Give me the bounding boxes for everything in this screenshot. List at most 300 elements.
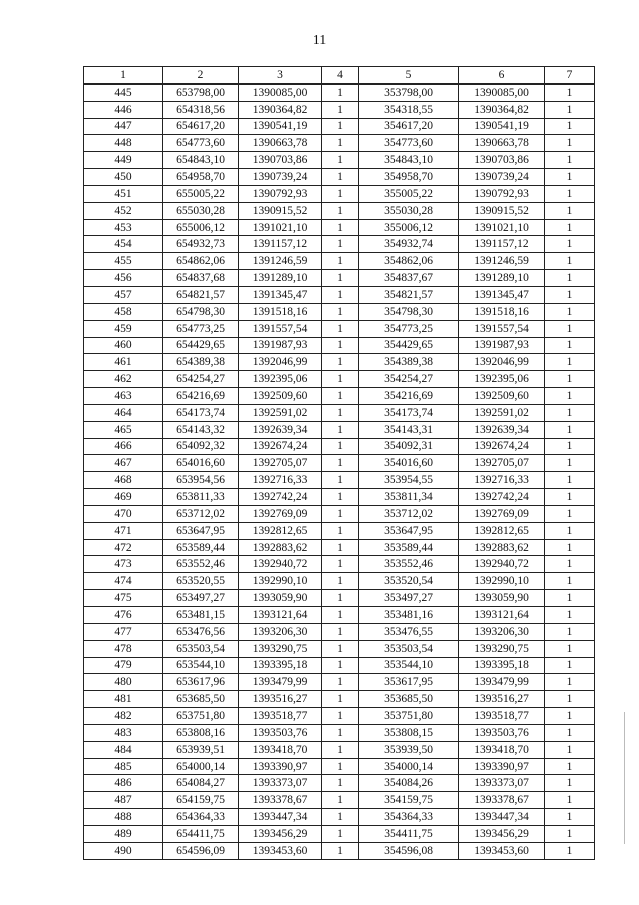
table-cell: 653685,50 [163,691,239,708]
table-cell: 353808,15 [359,724,459,741]
table-cell: 1391345,47 [239,286,322,303]
table-cell: 486 [84,775,163,792]
table-cell: 485 [84,758,163,775]
table-cell: 353520,54 [359,573,459,590]
table-cell: 1393378,67 [459,792,545,809]
table-cell: 655005,22 [163,185,239,202]
table-cell: 1390739,24 [239,169,322,186]
table-cell: 452 [84,202,163,219]
table-row [84,354,595,371]
table-cell: 1 [322,741,359,758]
table-cell: 1 [545,118,595,135]
table-cell: 1393395,18 [459,657,545,674]
table-cell: 1 [322,270,359,287]
table-row [84,202,595,219]
table-cell: 445 [84,84,163,101]
table-cell: 1391289,10 [239,270,322,287]
table-cell: 477 [84,623,163,640]
table-cell: 1 [545,522,595,539]
table-cell: 654389,38 [163,354,239,371]
table-row [84,590,595,607]
table-cell: 354773,60 [359,135,459,152]
table-row [84,388,595,405]
table-cell: 1 [322,101,359,118]
table-cell: 1 [545,573,595,590]
table-cell: 1 [545,708,595,725]
table-cell: 353685,50 [359,691,459,708]
table-cell: 1 [322,505,359,522]
table-cell: 472 [84,539,163,556]
table-row [84,185,595,202]
table-cell: 354837,67 [359,270,459,287]
table-cell: 1 [545,135,595,152]
table-cell: 1390085,00 [459,84,545,101]
table-cell: 654411,75 [163,825,239,842]
table-cell: 1392509,60 [459,388,545,405]
table-cell: 469 [84,489,163,506]
table-cell: 654216,69 [163,388,239,405]
table-cell: 484 [84,741,163,758]
table-cell: 479 [84,657,163,674]
table-cell: 653939,51 [163,741,239,758]
table-cell: 1393503,76 [459,724,545,741]
table-cell: 1 [322,674,359,691]
table-cell: 1 [545,505,595,522]
table-cell: 1392639,34 [459,421,545,438]
table-cell: 1392046,99 [239,354,322,371]
table-cell: 1 [545,270,595,287]
table-cell: 1392674,24 [459,438,545,455]
table-cell: 653552,46 [163,556,239,573]
table-cell: 1 [545,455,595,472]
table-row [84,438,595,455]
table-cell: 454 [84,236,163,253]
table-cell: 353751,80 [359,708,459,725]
table-cell: 1392883,62 [239,539,322,556]
table-cell: 1393453,60 [459,842,545,859]
table-cell: 475 [84,590,163,607]
table-cell: 654773,60 [163,135,239,152]
table-cell: 1 [545,657,595,674]
table-cell: 1 [545,219,595,236]
table-cell: 355006,12 [359,219,459,236]
table-cell: 489 [84,825,163,842]
table-cell: 1390792,93 [459,185,545,202]
table-cell: 1390663,78 [239,135,322,152]
table-cell: 654798,30 [163,303,239,320]
table-cell: 1393059,90 [459,590,545,607]
table-cell: 480 [84,674,163,691]
table-row [84,809,595,826]
table-cell: 1 [545,421,595,438]
table-cell: 1 [545,303,595,320]
table-cell: 1 [545,539,595,556]
table-cell: 654932,73 [163,236,239,253]
table-cell: 654773,25 [163,320,239,337]
table-cell: 1393373,07 [459,775,545,792]
table-cell: 1 [322,388,359,405]
table-cell: 473 [84,556,163,573]
table-cell: 654617,20 [163,118,239,135]
table-cell: 1 [322,825,359,842]
table-cell: 1392395,06 [239,371,322,388]
table-cell: 1 [545,84,595,101]
table-cell: 354173,74 [359,404,459,421]
column-header: 7 [545,67,595,84]
table-cell: 1391157,12 [239,236,322,253]
table-cell: 1392591,02 [239,404,322,421]
column-header: 2 [163,67,239,84]
table-cell: 1392716,33 [239,472,322,489]
scan-edge-line [624,712,625,844]
table-cell: 1 [322,792,359,809]
table-cell: 461 [84,354,163,371]
table-cell: 465 [84,421,163,438]
table-cell: 1 [545,236,595,253]
table-cell: 354862,06 [359,253,459,270]
table-cell: 448 [84,135,163,152]
table-cell: 457 [84,286,163,303]
table-cell: 354596,08 [359,842,459,859]
table-cell: 1393453,60 [239,842,322,859]
table-cell: 354843,10 [359,152,459,169]
table-cell: 1393121,64 [239,607,322,624]
table-cell: 1 [545,842,595,859]
table-cell: 1 [545,590,595,607]
table-cell: 654143,32 [163,421,239,438]
table-cell: 653647,95 [163,522,239,539]
table-cell: 1392990,10 [459,573,545,590]
table-cell: 1 [545,320,595,337]
coordinates-table [83,66,595,860]
table-cell: 654843,10 [163,152,239,169]
table-cell: 653481,15 [163,607,239,624]
table-cell: 459 [84,320,163,337]
table-cell: 1392046,99 [459,354,545,371]
table-cell: 1390739,24 [459,169,545,186]
table-cell: 1393456,29 [239,825,322,842]
table-cell: 487 [84,792,163,809]
table-cell: 1 [545,286,595,303]
table-row [84,101,595,118]
table-cell: 1 [545,792,595,809]
table-cell: 1391021,10 [459,219,545,236]
table-row [84,135,595,152]
table-cell: 1 [545,825,595,842]
table-cell: 1393390,97 [459,758,545,775]
table-cell: 1 [545,809,595,826]
table-cell: 1 [545,623,595,640]
table-cell: 481 [84,691,163,708]
table-row [84,421,595,438]
table-cell: 653544,10 [163,657,239,674]
table-cell: 354092,31 [359,438,459,455]
table-cell: 1 [545,741,595,758]
table-cell: 1393290,75 [239,640,322,657]
table-cell: 1 [322,472,359,489]
table-cell: 1390915,52 [459,202,545,219]
table-cell: 1390541,19 [459,118,545,135]
table-cell: 1 [322,202,359,219]
table-cell: 654000,14 [163,758,239,775]
table-cell: 653751,80 [163,708,239,725]
table-cell: 1392716,33 [459,472,545,489]
table-cell: 1 [545,404,595,421]
table-cell: 653476,56 [163,623,239,640]
table-cell: 655030,28 [163,202,239,219]
table-cell: 1 [545,775,595,792]
column-header: 6 [459,67,545,84]
table-cell: 1392990,10 [239,573,322,590]
table-row [84,640,595,657]
table-cell: 1393378,67 [239,792,322,809]
table-cell: 653503,54 [163,640,239,657]
table-cell: 1392742,24 [239,489,322,506]
table-cell: 1390703,86 [459,152,545,169]
table-row [84,219,595,236]
table-row [84,539,595,556]
table-cell: 1 [545,185,595,202]
table-cell: 1391345,47 [459,286,545,303]
table-cell: 1391987,93 [459,337,545,354]
table-row [84,691,595,708]
table-row [84,708,595,725]
table-cell: 1 [545,438,595,455]
table-cell: 653811,33 [163,489,239,506]
table-cell: 1392812,65 [459,522,545,539]
table-cell: 1 [322,438,359,455]
table-cell: 1393479,99 [459,674,545,691]
table-cell: 354159,75 [359,792,459,809]
table-cell: 450 [84,169,163,186]
table-cell: 1390703,86 [239,152,322,169]
table-cell: 1 [545,337,595,354]
table-row [84,522,595,539]
table-cell: 1393121,64 [459,607,545,624]
table-cell: 1 [322,640,359,657]
table-cell: 354143,31 [359,421,459,438]
table-cell: 1 [322,236,359,253]
table-cell: 1 [322,657,359,674]
table-cell: 353552,46 [359,556,459,573]
table-cell: 653808,16 [163,724,239,741]
table-cell: 1 [322,219,359,236]
table-cell: 460 [84,337,163,354]
table-cell: 354016,60 [359,455,459,472]
table-row [84,270,595,287]
table-cell: 463 [84,388,163,405]
table-cell: 1 [545,472,595,489]
table-cell: 655006,12 [163,219,239,236]
table-cell: 353954,55 [359,472,459,489]
table-cell: 1393447,34 [239,809,322,826]
table-cell: 353589,44 [359,539,459,556]
table-cell: 1 [545,556,595,573]
table-cell: 654821,57 [163,286,239,303]
table-cell: 1 [322,607,359,624]
table-row [84,472,595,489]
table-cell: 654837,68 [163,270,239,287]
table-row [84,825,595,842]
table-cell: 467 [84,455,163,472]
table-cell: 1392674,24 [239,438,322,455]
table-cell: 1 [545,101,595,118]
table-cell: 476 [84,607,163,624]
table-row [84,607,595,624]
page-number: 11 [312,33,327,48]
table-cell: 1393395,18 [239,657,322,674]
table-row [84,792,595,809]
table-cell: 353497,27 [359,590,459,607]
table-cell: 1391518,16 [459,303,545,320]
table-cell: 1392705,07 [459,455,545,472]
table-cell: 354821,57 [359,286,459,303]
table-cell: 1393518,77 [459,708,545,725]
table-cell: 1392769,09 [459,505,545,522]
table-cell: 1 [322,775,359,792]
table-cell: 354084,26 [359,775,459,792]
table-cell: 1 [545,169,595,186]
table-cell: 1 [322,371,359,388]
table-cell: 353647,95 [359,522,459,539]
column-header: 1 [84,67,163,84]
table-cell: 1392769,09 [239,505,322,522]
table-cell: 1391557,54 [459,320,545,337]
table-cell: 1390663,78 [459,135,545,152]
table-cell: 1 [322,286,359,303]
table-cell: 1391518,16 [239,303,322,320]
table-cell: 653589,44 [163,539,239,556]
table-cell: 354617,20 [359,118,459,135]
table-cell: 1390364,82 [459,101,545,118]
table-cell: 654364,33 [163,809,239,826]
table-cell: 456 [84,270,163,287]
table-cell: 1 [322,590,359,607]
table-cell: 355030,28 [359,202,459,219]
table-cell: 354389,38 [359,354,459,371]
table-cell: 1391021,10 [239,219,322,236]
table-cell: 1 [545,152,595,169]
table-cell: 1392705,07 [239,455,322,472]
table-cell: 1 [322,404,359,421]
table-cell: 1 [545,674,595,691]
table-cell: 354216,69 [359,388,459,405]
table-cell: 1390915,52 [239,202,322,219]
table-cell: 353481,16 [359,607,459,624]
table-cell: 1 [545,202,595,219]
table-cell: 654862,06 [163,253,239,270]
table-cell: 654173,74 [163,404,239,421]
table-cell: 654084,27 [163,775,239,792]
table-cell: 1392742,24 [459,489,545,506]
table-cell: 1393447,34 [459,809,545,826]
table-cell: 354932,74 [359,236,459,253]
column-header: 4 [322,67,359,84]
table-cell: 1393373,07 [239,775,322,792]
table-cell: 353811,34 [359,489,459,506]
table-cell: 353798,00 [359,84,459,101]
table-cell: 1391246,59 [239,253,322,270]
table-cell: 1 [322,421,359,438]
table-row [84,337,595,354]
table-cell: 653798,00 [163,84,239,101]
table-cell: 488 [84,809,163,826]
table-cell: 1 [322,84,359,101]
table-cell: 1390541,19 [239,118,322,135]
table-cell: 1391557,54 [239,320,322,337]
table-cell: 1392395,06 [459,371,545,388]
table-cell: 654092,32 [163,438,239,455]
table-cell: 1 [545,724,595,741]
table-cell: 1393516,27 [459,691,545,708]
table-cell: 1392940,72 [239,556,322,573]
table-body [84,84,595,859]
table-row [84,253,595,270]
table-cell: 1393418,70 [459,741,545,758]
table-row [84,674,595,691]
table-cell: 1393516,27 [239,691,322,708]
table-cell: 1 [322,573,359,590]
table-cell: 466 [84,438,163,455]
table-cell: 446 [84,101,163,118]
table-cell: 1 [322,556,359,573]
table-cell: 1 [322,169,359,186]
table-cell: 1 [322,489,359,506]
table-cell: 1 [322,354,359,371]
table-cell: 353503,54 [359,640,459,657]
table-cell: 1 [322,623,359,640]
table-row [84,842,595,859]
table-cell: 1 [322,708,359,725]
table-cell: 1 [322,118,359,135]
table-cell: 474 [84,573,163,590]
table-cell: 1 [545,607,595,624]
table-cell: 654318,56 [163,101,239,118]
table-cell: 1 [545,253,595,270]
table-cell: 1393206,30 [239,623,322,640]
table-cell: 1 [322,809,359,826]
table-cell: 455 [84,253,163,270]
table-cell: 353939,50 [359,741,459,758]
table-row [84,320,595,337]
table-cell: 653520,55 [163,573,239,590]
table-cell: 1 [322,152,359,169]
table-row [84,505,595,522]
table-cell: 1 [322,539,359,556]
table-cell: 1393390,97 [239,758,322,775]
table-cell: 1 [322,253,359,270]
table-row [84,286,595,303]
table-cell: 1393418,70 [239,741,322,758]
table-cell: 353712,02 [359,505,459,522]
table-cell: 1 [322,337,359,354]
table-cell: 1393059,90 [239,590,322,607]
table-row [84,657,595,674]
table-row [84,303,595,320]
table-cell: 468 [84,472,163,489]
table-cell: 1391157,12 [459,236,545,253]
table-cell: 1 [322,691,359,708]
table-cell: 653712,02 [163,505,239,522]
table-cell: 1392639,34 [239,421,322,438]
table-cell: 354364,33 [359,809,459,826]
table-cell: 654429,65 [163,337,239,354]
table-cell: 1 [322,320,359,337]
table-cell: 353544,10 [359,657,459,674]
table-cell: 453 [84,219,163,236]
table-cell: 478 [84,640,163,657]
table-cell: 1392591,02 [459,404,545,421]
